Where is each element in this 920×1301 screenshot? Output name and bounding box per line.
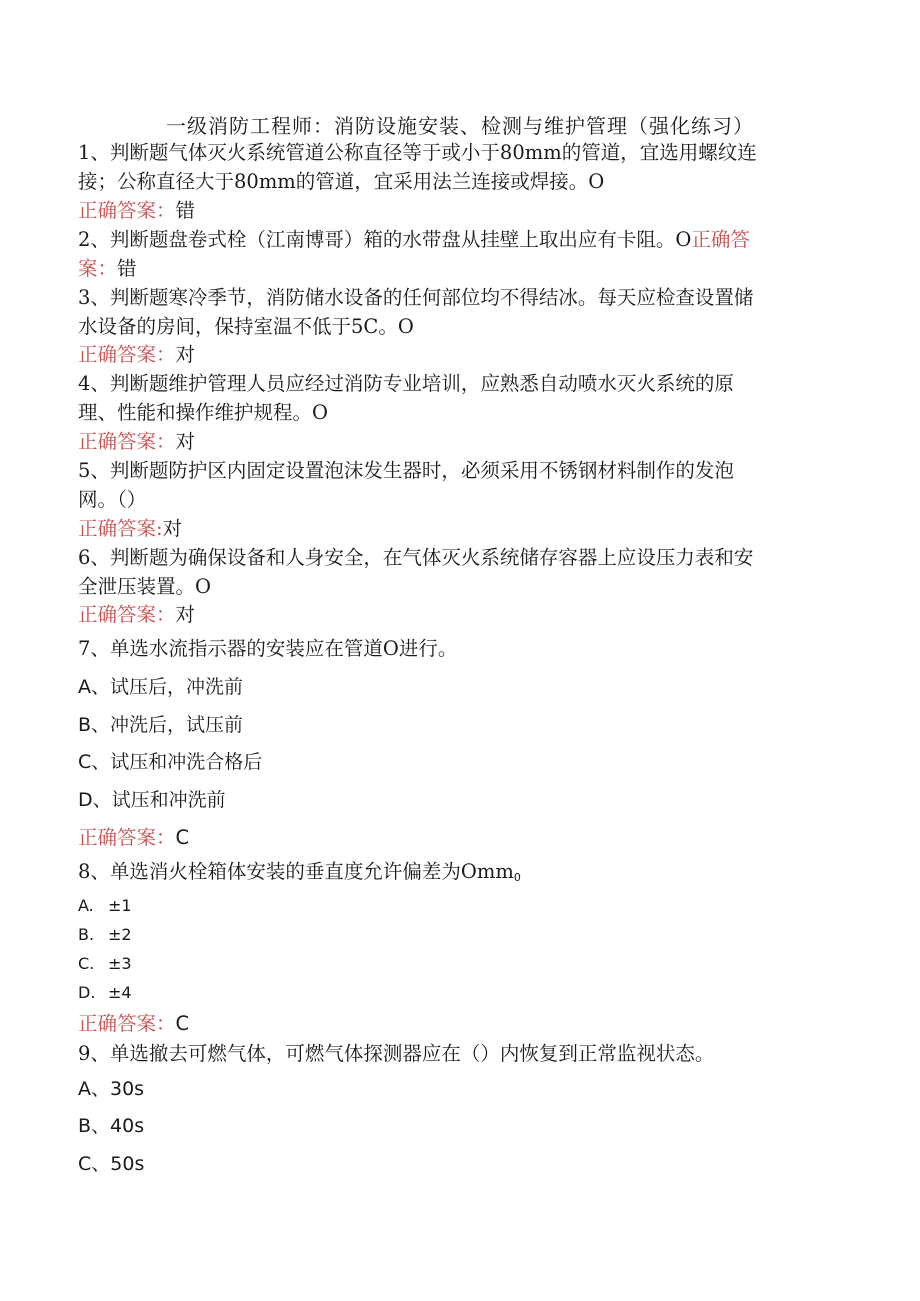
question-2-text: 2、判断题盘卷式栓（江南博哥）箱的水带盘从挂壁上取出应有卡阻。O [78,228,692,251]
question-6-line-2: 全泄压装置。O [78,575,211,598]
answer-value: 错 [117,257,137,280]
answer-label: 正确答案： [78,603,176,626]
question-8-line-1 [78,859,521,891]
question-3-line-1: 3、判断题寒冷季节，消防储水设备的任何部位均不得结冰。每天应检查设置储 [78,286,754,309]
document-title: 一级消防工程师：消防设施安装、检测与维护管理（强化练习） [166,114,754,138]
answer-value: 对 [175,343,196,366]
question-8-answer [78,1011,189,1037]
question-9-line-1: 9、单选撤去可燃气体，可燃气体探测器应在（）内恢复到正常监视状态。 [78,1042,715,1065]
question-8-option-b: B. ±2 [78,925,132,944]
question-7-option-b: B、冲洗后，试压前 [78,714,244,736]
answer-label-part-2: 案： [78,257,118,280]
answer-value: C [175,826,190,849]
question-5-answer [78,516,182,542]
question-5-line-2: 网。（） [78,488,147,511]
question-5-line-1: 5、判断题防护区内固定设置泡沫发生器时，必须采用不锈钢材料制作的发泡 [78,459,734,482]
answer-value: 错 [175,199,196,222]
question-8-option-a: A. ±1 [78,896,132,915]
question-9-option-b: B、40s [78,1115,145,1137]
question-4-line-2: 理、性能和操作维护规程。O [78,401,328,424]
question-8-text: 8、单选消火栓箱体安装的垂直度允许偏差为Omm [78,860,514,883]
question-3-line-2: 水设备的房间，保持室温不低于5C。O [78,315,414,338]
question-2-line-1 [78,227,750,253]
answer-label: 正确答案： [78,430,176,453]
question-1-line-2: 接；公称直径大于80mm的管道，宜采用法兰连接或焊接。O [78,170,605,193]
answer-label: 正确答案： [78,343,176,366]
answer-value: C [175,1012,190,1035]
question-8-subscript: 0 [513,871,521,884]
question-7-line-1: 7、单选水流指示器的安装应在管道O进行。 [78,637,458,660]
answer-value: 对 [175,430,196,453]
question-2-answer [78,256,137,282]
answer-value: 对 [162,517,183,540]
question-8-option-c: C. ±3 [78,954,132,973]
question-1-answer [78,198,195,224]
question-9-option-a: A、30s [78,1078,145,1100]
answer-label: 正确答案： [78,1012,176,1035]
question-7-option-d: D、试压和冲洗前 [78,789,226,811]
question-4-answer [78,429,195,455]
question-4-line-1: 4、判断题维护管理人员应经过消防专业培训，应熟悉自动喷水灭火系统的原 [78,372,734,395]
answer-label: 正确答案： [78,199,176,222]
question-8-option-d: D. ±4 [78,983,132,1002]
question-6-line-1: 6、判断题为确保设备和人身安全，在气体灭火系统储存容器上应设压力表和安 [78,546,754,569]
question-7-option-c: C、试压和冲洗合格后 [78,751,263,773]
answer-label: 正确答案: [78,517,163,540]
question-3-answer [78,342,195,368]
question-9-option-c: C、50s [78,1153,145,1175]
question-6-answer [78,602,195,628]
question-7-option-a: A、试压后，冲洗前 [78,676,244,698]
question-1-line-1: 1、判断题气体灭火系统管道公称直径等于或小于80mm的管道，宜选用螺纹连 [78,141,757,164]
question-7-answer [78,825,189,851]
answer-label-part-1: 正确答 [691,228,750,251]
answer-value: 对 [175,603,196,626]
answer-label: 正确答案： [78,826,176,849]
